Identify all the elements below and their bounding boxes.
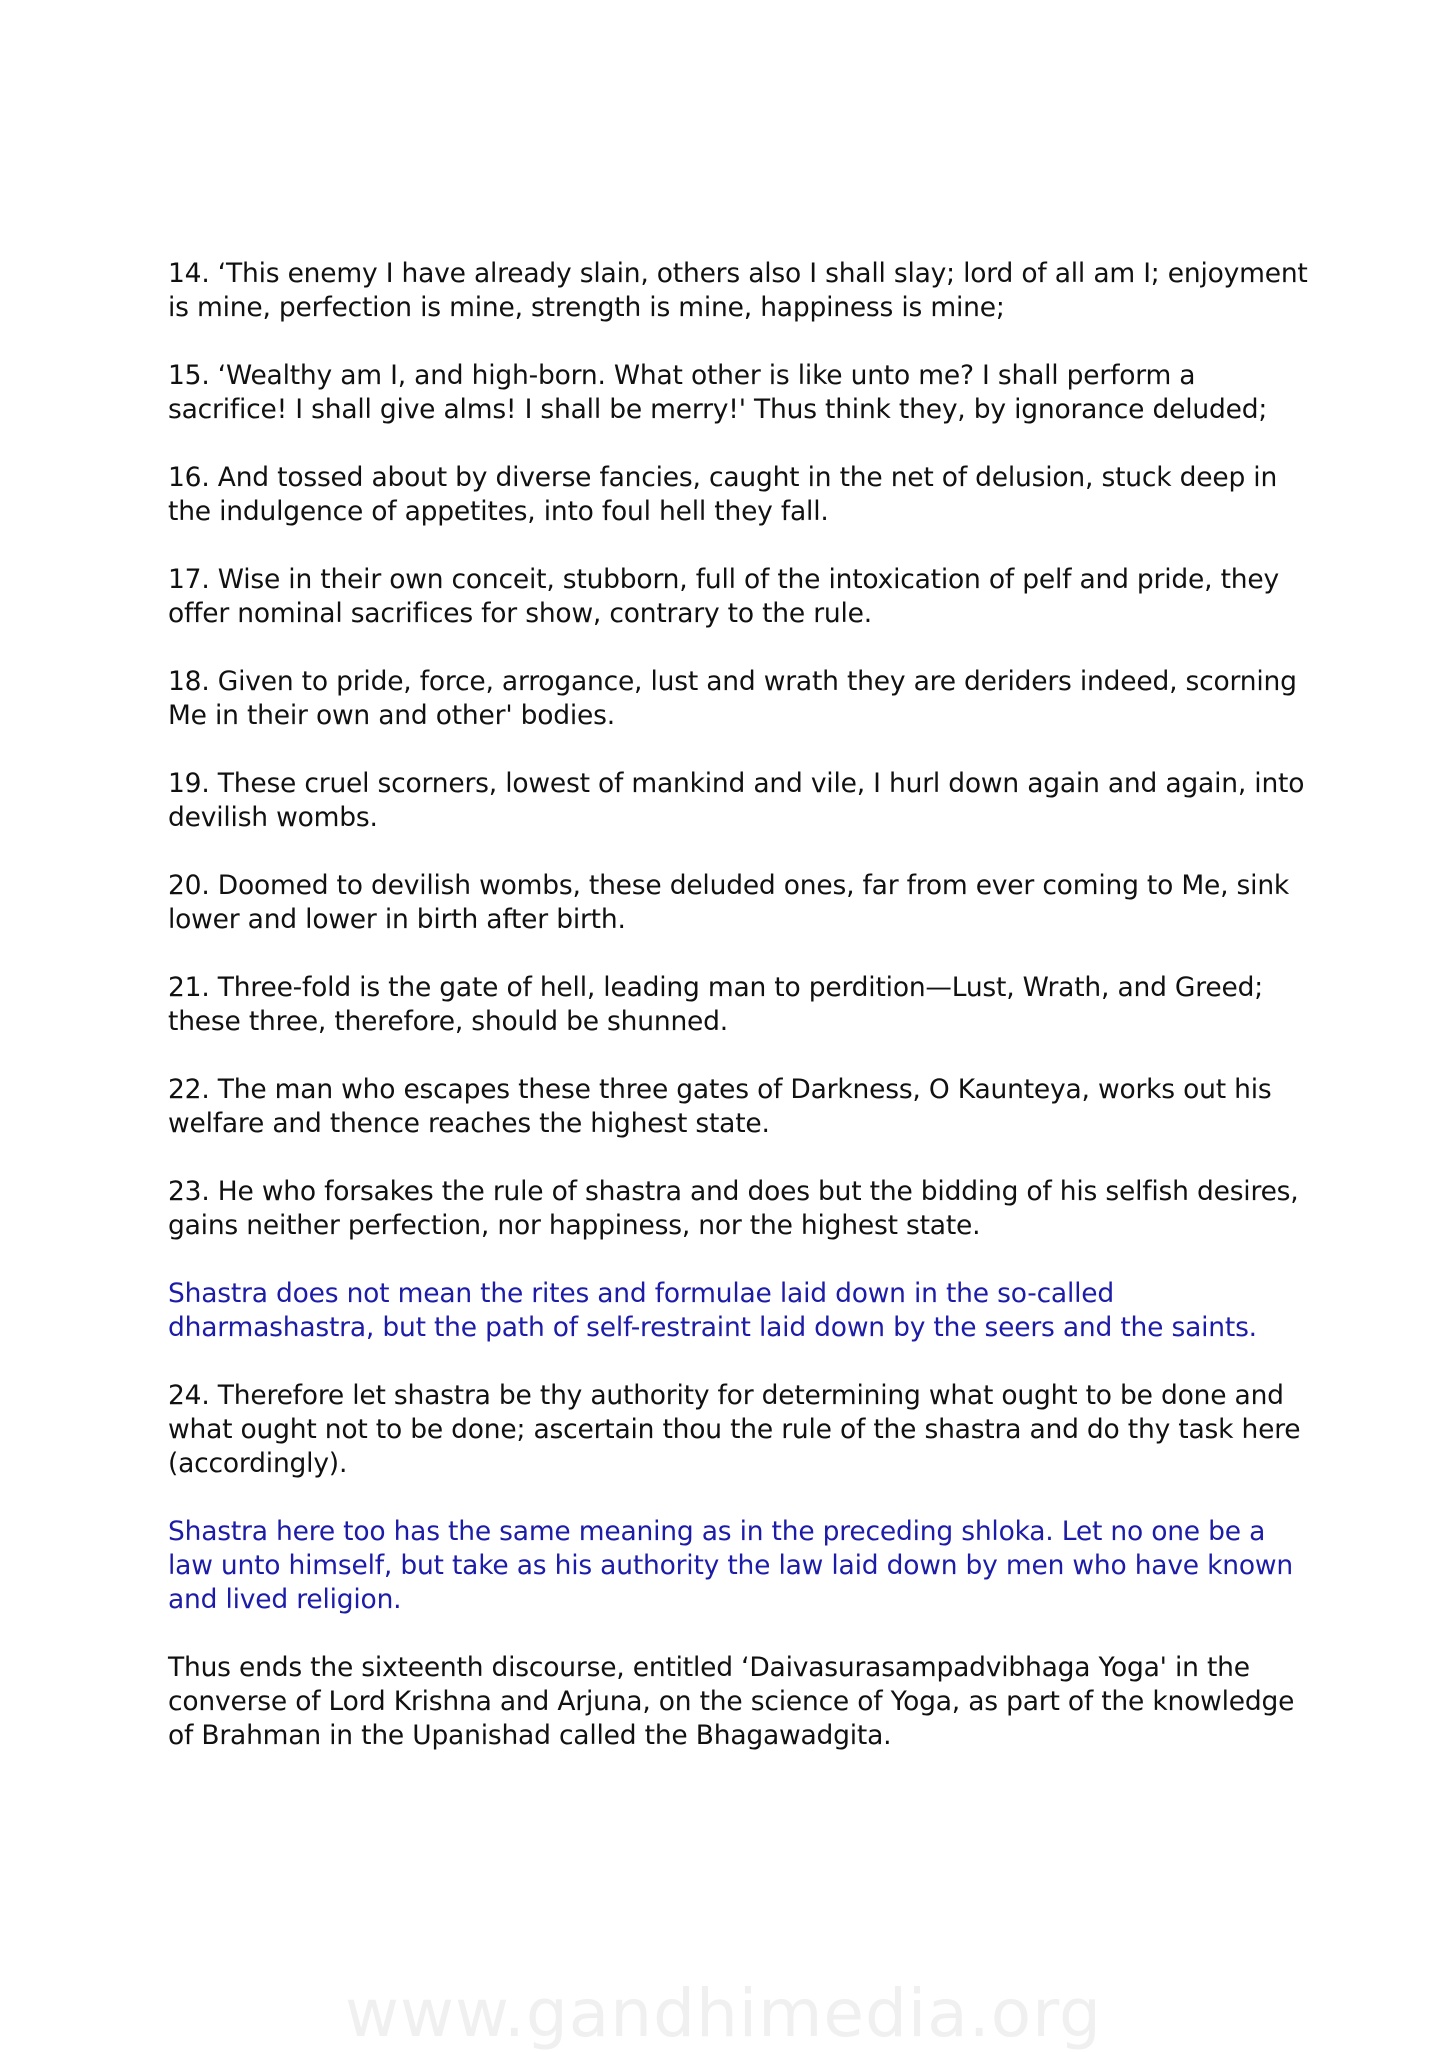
site-watermark: www.gandhimedia.org: [345, 1975, 1102, 2052]
verse-24: 24. Therefore let shastra be thy authority for determining what ought to be done and what ought not to be done; ascertain thou the rule of the shastra and do thy task here (accordingly).: [168, 1380, 1301, 1479]
verse-17: 17. Wise in their own conceit, stubborn, full of the intoxication of pelf and pride, they offer nominal sacrifices for show, contrary to the rule.: [168, 564, 1279, 629]
verse-14: 14. ‘This enemy I have already slain, others also I shall slay; lord of all am I; enjoyment is mine, perfection is mine, strength is mine, happiness is mine;: [168, 258, 1308, 323]
discourse-colophon: Thus ends the sixteenth discourse, entitled ‘Daivasurasampadvibhaga Yoga' in the converse of Lord Krishna and Arjuna, on the science of Yoga, as part of the knowledge of Brahman in the Upanishad called the Bhagawadgita.: [168, 1652, 1295, 1751]
commentary-verse-23: Shastra does not mean the rites and formulae laid down in the so-called dharmashastra, but the path of self-restraint laid down by the seers and the saints.: [168, 1278, 1257, 1343]
document-body: [168, 257, 1308, 1787]
commentary-verse-24: Shastra here too has the same meaning as in the preceding shloka. Let no one be a law unto himself, but take as his authority the law laid down by men who have known and lived religion.: [168, 1516, 1293, 1615]
verse-16: 16. And tossed about by diverse fancies, caught in the net of delusion, stuck deep in the indulgence of appetites, into foul hell they fall.: [168, 462, 1278, 527]
verse-19: 19. These cruel scorners, lowest of mankind and vile, I hurl down again and again, into devilish wombs.: [168, 768, 1305, 833]
verse-21: 21. Three-fold is the gate of hell, leading man to perdition—Lust, Wrath, and Greed; these three, therefore, should be shunned.: [168, 972, 1263, 1037]
verse-15: 15. ‘Wealthy am I, and high-born. What other is like unto me? I shall perform a sacrifice! I shall give alms! I shall be merry!' Thus think they, by ignorance deluded;: [168, 360, 1268, 425]
verse-22: 22. The man who escapes these three gates of Darkness, O Kaunteya, works out his welfare and thence reaches the highest state.: [168, 1074, 1272, 1139]
verse-20: 20. Doomed to devilish wombs, these deluded ones, far from ever coming to Me, sink lower and lower in birth after birth.: [168, 870, 1290, 935]
verse-18: 18. Given to pride, force, arrogance, lust and wrath they are deriders indeed, scorning Me in their own and other' bodies.: [168, 666, 1297, 731]
verse-23: 23. He who forsakes the rule of shastra and does but the bidding of his selfish desires, gains neither perfection, nor happiness, nor the highest state.: [168, 1176, 1299, 1241]
